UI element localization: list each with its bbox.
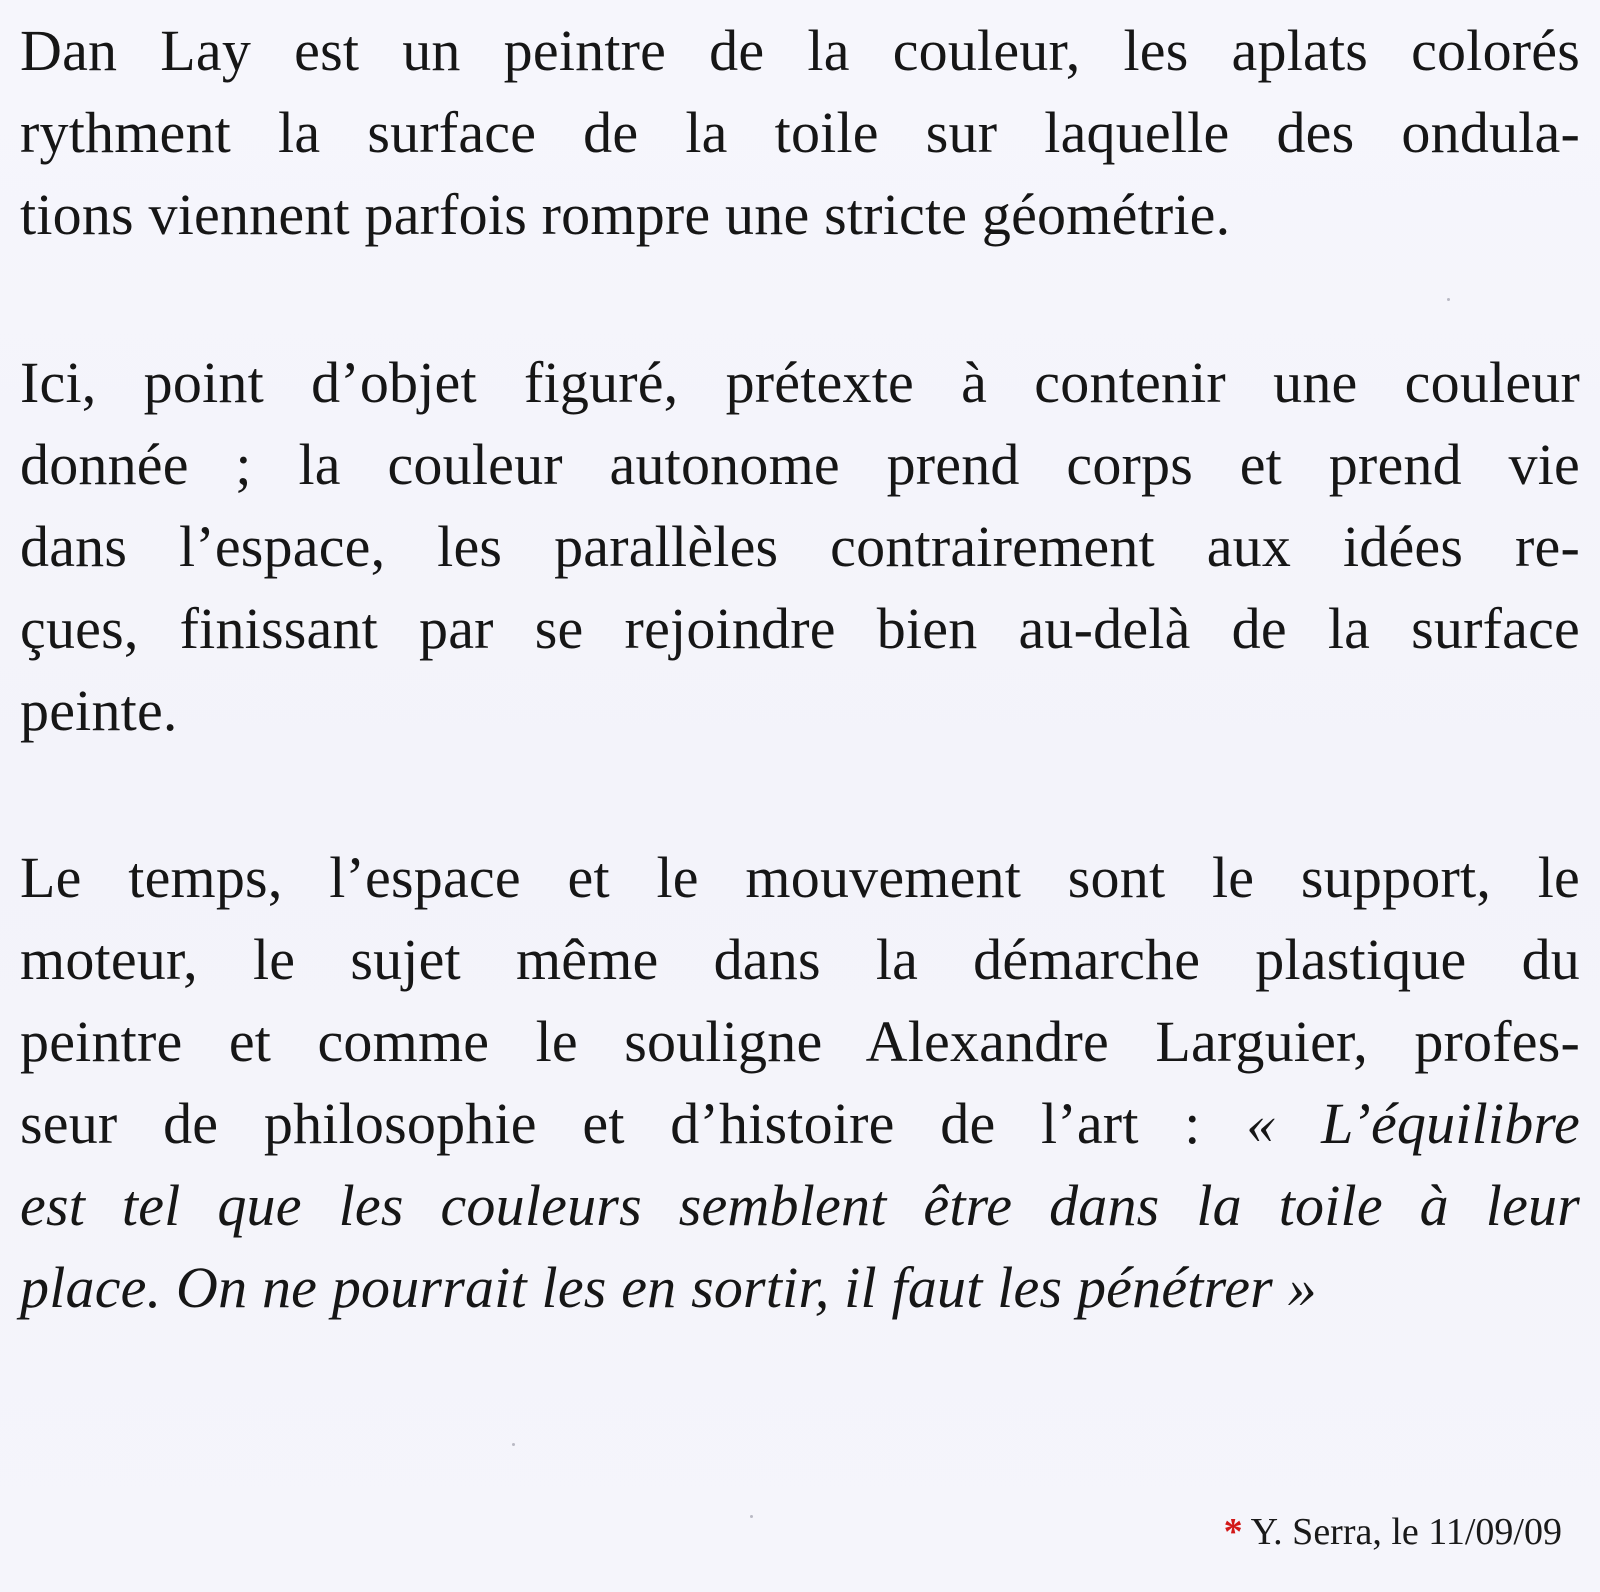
paragraph-3-line-1: Le temps, l’espace et le mouvement sont le support, le: [20, 845, 1580, 910]
scan-speck: [750, 1515, 753, 1518]
paragraph-2-line-5: peinte.: [20, 678, 178, 743]
paragraph-3: [20, 837, 1580, 1329]
quote-line-2: place. On ne pourrait les en sortir, il faut les pénétrer »: [20, 1255, 1317, 1320]
scan-speck: [512, 1443, 515, 1446]
paragraph-2: [20, 342, 1580, 752]
asterisk-icon: *: [1223, 1511, 1243, 1553]
scan-speck: [1447, 298, 1450, 301]
paragraph-1: [20, 10, 1580, 256]
paragraph-1-line-1: Dan Lay est un peintre de la couleur, les aplats colorés: [20, 18, 1580, 83]
paragraph-2-line-4: çues, finissant par se rejoindre bien au-delà de la surface: [20, 596, 1580, 661]
signature-text: Y. Serra, le 11/09/09: [1250, 1511, 1562, 1553]
quote-line-1: est tel que les couleurs semblent être dans la toile à leur: [20, 1173, 1580, 1238]
quote-opening: « L’équilibre: [1246, 1091, 1580, 1156]
paragraph-2-line-3: dans l’espace, les parallèles contrairement aux idées re-: [20, 514, 1580, 579]
paragraph-1-line-3: tions viennent parfois rompre une stricte géométrie.: [20, 182, 1231, 247]
paragraph-3-line-4-plain: seur de philosophie et d’histoire de l’art :: [20, 1091, 1201, 1156]
paragraph-2-line-1: Ici, point d’objet figuré, prétexte à contenir une couleur: [20, 350, 1580, 415]
paragraph-2-line-2: donnée ; la couleur autonome prend corps et prend vie: [20, 432, 1580, 497]
paragraph-3-line-4: [20, 1083, 1580, 1165]
paragraph-3-line-2: moteur, le sujet même dans la démarche plastique du: [20, 927, 1580, 992]
signature: [1224, 1508, 1562, 1556]
paragraph-3-line-3: peintre et comme le souligne Alexandre Larguier, profes-: [20, 1009, 1580, 1074]
paragraph-1-line-2: rythment la surface de la toile sur laquelle des ondula-: [20, 100, 1580, 165]
